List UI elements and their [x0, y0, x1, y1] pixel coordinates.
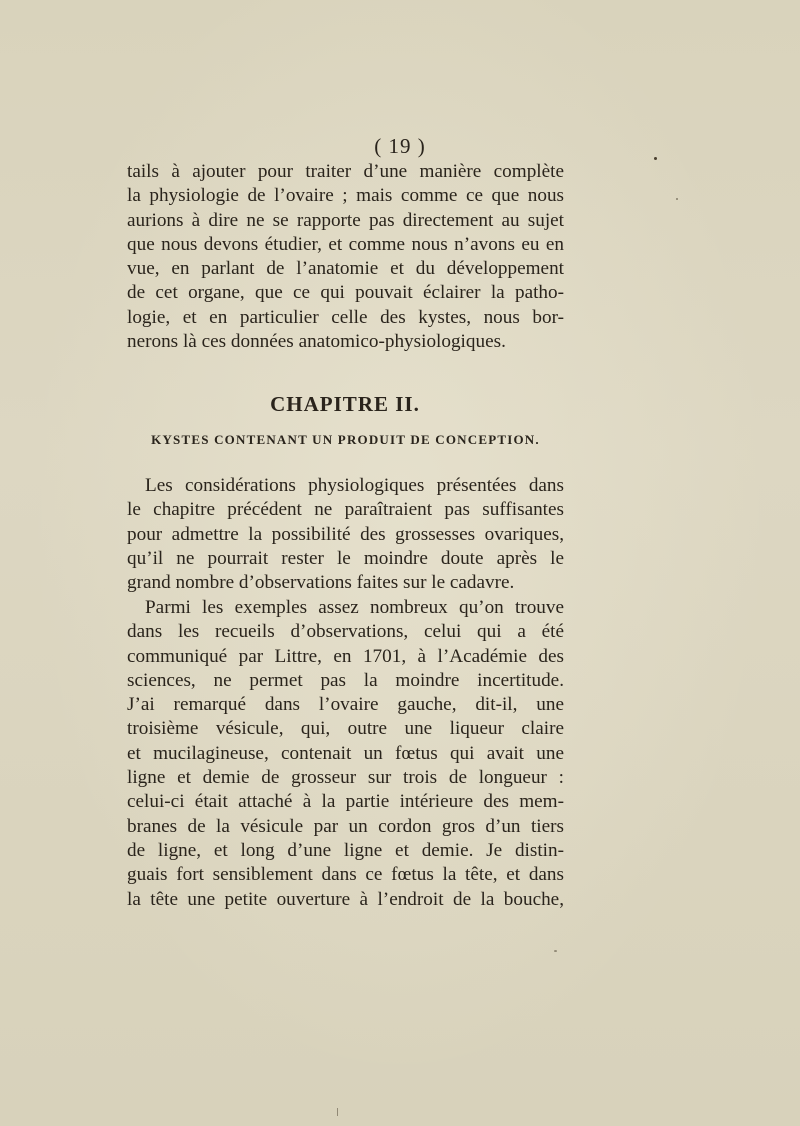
text-line: et mucilagineuse, contenait un fœtus qui avait une — [127, 742, 564, 764]
text-line: aurions à dire ne se rapporte pas directement au sujet — [127, 209, 564, 231]
text-line: tails à ajouter pour traiter d’une manière complète — [127, 161, 564, 182]
paper-speck — [676, 198, 678, 200]
paper-speck — [654, 157, 657, 160]
text-line: grand nombre d’observations faites sur le cadavre. — [127, 572, 515, 594]
page-number: ( 19 ) — [374, 134, 426, 158]
paragraph-littre-observation — [127, 596, 564, 912]
text-line: Les considérations physiologiques présentées dans — [145, 475, 564, 496]
text-line: ligne et demie de grosseur sur trois de longueur : — [127, 767, 564, 789]
text-line: branes de la vésicule par un cordon gros d’un tiers — [127, 815, 564, 837]
text-line: dans les recueils d’observations, celui qui a été — [127, 621, 564, 643]
paragraph-intro-continuation — [127, 160, 564, 354]
text-line: la tête une petite ouverture à l’endroit de la bouche, — [127, 888, 564, 910]
chapter-title: CHAPITRE II. — [270, 392, 420, 416]
text-line: de cet organe, que ce qui pouvait éclairer la patho- — [127, 282, 564, 304]
text-line: logie, et en particulier celle des kystes, nous bor- — [127, 306, 564, 328]
text-line: que nous devons étudier, et comme nous n’avons eu en — [127, 233, 564, 255]
text-line: la physiologie de l’ovaire ; mais comme ce que nous — [127, 185, 564, 207]
paragraph-considerations — [127, 474, 564, 595]
text-line: celui-ci était attaché à la partie intérieure des mem- — [127, 791, 564, 813]
text-line: nerons là ces données anatomico-physiologiques. — [127, 331, 506, 353]
text-line: guais fort sensiblement dans ce fœtus la tête, et dans — [127, 864, 564, 886]
text-line: le chapitre précédent ne paraîtraient pas suffisantes — [127, 499, 564, 521]
text-line: sciences, ne permet pas la moindre incertitude. — [127, 669, 564, 691]
text-line: J’ai remarqué dans l’ovaire gauche, dit-il, une — [127, 694, 564, 716]
paper-speck — [554, 950, 557, 952]
text-line: vue, en parlant de l’anatomie et du développement — [127, 258, 564, 280]
text-line: qu’il ne pourrait rester le moindre doute après le — [127, 547, 564, 569]
paper-speck — [337, 1108, 338, 1116]
text-line: de ligne, et long d’une ligne et demie. Je distin- — [127, 839, 564, 861]
text-line: Parmi les exemples assez nombreux qu’on trouve — [145, 597, 564, 618]
text-line: communiqué par Littre, en 1701, à l’Académie des — [127, 645, 564, 667]
text-line: troisième vésicule, qui, outre une liqueur claire — [127, 718, 564, 740]
chapter-subtitle: KYSTES CONTENANT UN PRODUIT DE CONCEPTION. — [151, 432, 540, 447]
text-line: pour admettre la possibilité des grossesses ovariques, — [127, 523, 564, 545]
